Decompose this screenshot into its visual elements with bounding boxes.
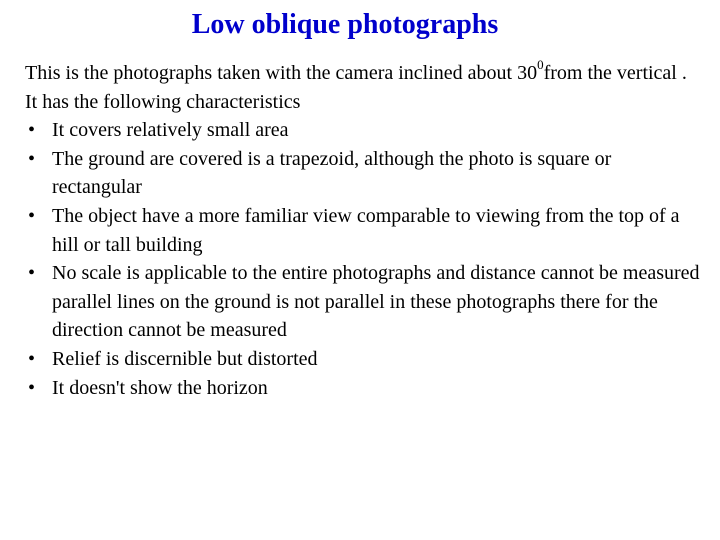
bullet-text: The ground are covered is a trapezoid, although the photo is square or rectangular [52,147,612,199]
bullet-text: The object have a more familiar view comparable to viewing from the top of a hill or tall building [52,204,680,256]
bullet-text: It covers relatively small area [52,119,289,142]
list-item [25,145,705,202]
bullet-text: It doesn't show the horizon [52,376,268,399]
slide-body [25,59,705,402]
bullet-text: Relief is discernible but distorted [52,347,318,370]
bullet-icon: • [28,204,36,227]
list-item [25,259,705,345]
list-item [25,116,705,145]
characteristics-list [25,116,705,402]
characteristics-heading: It has the following characteristics [25,90,301,113]
degree-superscript: 0 [537,57,544,73]
bullet-icon: • [28,262,36,285]
slide-title: Low oblique photographs [191,9,499,40]
bullet-icon: • [28,119,36,142]
bullet-icon: • [28,347,36,370]
list-item [25,374,705,403]
bullet-text: No scale is applicable to the entire photographs and distance cannot be measured parallel lines on the ground is not parallel in these photographs there for the direction cannot be measured [52,262,700,342]
list-item [25,202,705,259]
intro-text: This is the photographs taken with the camera inclined about 30 [25,62,538,84]
bullet-icon: • [28,147,36,170]
list-item [25,345,705,374]
bullet-icon: • [28,376,36,399]
intro-text-continued: from the vertical . [543,62,687,84]
intro-paragraph [25,59,705,88]
